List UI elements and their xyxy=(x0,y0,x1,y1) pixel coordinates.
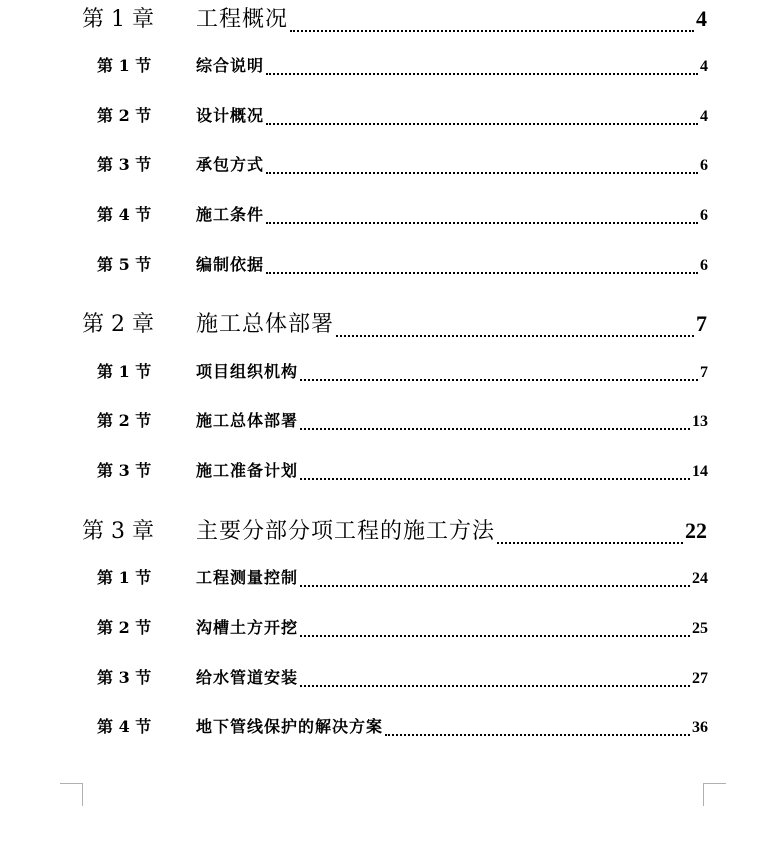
dot-leader xyxy=(300,376,698,382)
toc-section-title: 地下管线保护的解决方案 xyxy=(196,717,384,736)
toc-chapter-label: 第 3 章 xyxy=(82,519,154,544)
toc-section-1-2[interactable] xyxy=(97,103,708,126)
toc-section-title: 给水管道安装 xyxy=(196,668,299,687)
dot-leader xyxy=(300,682,690,688)
toc-page-number: 4 xyxy=(700,108,708,125)
toc-section-label: 第 3 节 xyxy=(97,155,152,174)
toc-section-2-3[interactable] xyxy=(97,458,708,481)
toc-section-3-2[interactable] xyxy=(97,615,708,638)
toc-chapter-label: 第 2 章 xyxy=(82,312,154,337)
toc-section-title: 施工准备计划 xyxy=(196,461,299,480)
toc-section-label: 第 3 节 xyxy=(97,461,152,480)
dot-leader xyxy=(497,539,683,545)
toc-section-label: 第 5 节 xyxy=(97,255,152,274)
toc-section-1-4[interactable] xyxy=(97,202,708,225)
toc-chapter-title: 主要分部分项工程的施工方法 xyxy=(196,519,496,544)
dot-leader xyxy=(300,425,690,431)
toc-page-number: 4 xyxy=(700,58,708,75)
toc-page-number: 13 xyxy=(692,413,708,430)
toc-section-label: 第 1 节 xyxy=(97,56,152,75)
dot-leader xyxy=(266,219,698,225)
toc-page-number: 4 xyxy=(696,6,707,31)
toc-chapter-title: 施工总体部署 xyxy=(196,312,335,337)
toc-page-number: 6 xyxy=(700,207,708,224)
toc-section-title: 工程测量控制 xyxy=(196,568,299,587)
toc-section-title: 项目组织机构 xyxy=(196,362,299,381)
toc-chapter-3[interactable] xyxy=(82,514,707,545)
toc-section-label: 第 1 节 xyxy=(97,362,152,381)
dot-leader xyxy=(385,731,690,737)
toc-section-2-2[interactable] xyxy=(97,408,708,431)
toc-page-number: 27 xyxy=(692,670,708,687)
toc-chapter-label: 第 1 章 xyxy=(82,7,154,32)
toc-page-number: 24 xyxy=(692,570,708,587)
page-margin-corner-right xyxy=(703,783,726,806)
toc-chapter-1[interactable] xyxy=(82,2,707,33)
toc-page-number: 14 xyxy=(692,463,708,480)
toc-section-label: 第 4 节 xyxy=(97,205,152,224)
dot-leader xyxy=(336,332,694,338)
toc-page-number: 6 xyxy=(700,257,708,274)
dot-leader xyxy=(266,269,698,275)
dot-leader xyxy=(300,632,690,638)
toc-section-title: 施工条件 xyxy=(196,205,265,224)
toc-page-number: 22 xyxy=(685,518,707,543)
toc-chapter-title: 工程概况 xyxy=(196,7,289,32)
dot-leader xyxy=(266,169,698,175)
dot-leader xyxy=(266,70,698,76)
toc-section-label: 第 4 节 xyxy=(97,717,152,736)
dot-leader xyxy=(266,120,698,126)
dot-leader xyxy=(290,27,694,33)
toc-section-title: 承包方式 xyxy=(196,155,265,174)
toc-section-title: 沟槽土方开挖 xyxy=(196,618,299,637)
toc-section-label: 第 2 节 xyxy=(97,106,152,125)
toc-section-label: 第 2 节 xyxy=(97,618,152,637)
toc-page-number: 25 xyxy=(692,620,708,637)
toc-section-1-5[interactable] xyxy=(97,252,708,275)
page-margin-corner-left xyxy=(60,783,83,806)
toc-section-3-1[interactable] xyxy=(97,565,708,588)
toc-section-3-3[interactable] xyxy=(97,665,708,688)
toc-section-1-3[interactable] xyxy=(97,152,708,175)
toc-section-title: 综合说明 xyxy=(196,56,265,75)
dot-leader xyxy=(300,475,690,481)
dot-leader xyxy=(300,582,690,588)
toc-section-label: 第 3 节 xyxy=(97,668,152,687)
toc-page-number: 7 xyxy=(696,311,707,336)
toc-section-title: 编制依据 xyxy=(196,255,265,274)
toc-page-number: 6 xyxy=(700,157,708,174)
toc-section-label: 第 1 节 xyxy=(97,568,152,587)
toc-section-1-1[interactable] xyxy=(97,53,708,76)
toc-section-3-4[interactable] xyxy=(97,714,708,737)
toc-section-title: 施工总体部署 xyxy=(196,411,299,430)
toc-section-title: 设计概况 xyxy=(196,106,265,125)
toc-chapter-2[interactable] xyxy=(82,307,707,338)
toc-page-number: 7 xyxy=(700,364,708,381)
toc-section-2-1[interactable] xyxy=(97,359,708,382)
toc-page-number: 36 xyxy=(692,719,708,736)
toc-section-label: 第 2 节 xyxy=(97,411,152,430)
